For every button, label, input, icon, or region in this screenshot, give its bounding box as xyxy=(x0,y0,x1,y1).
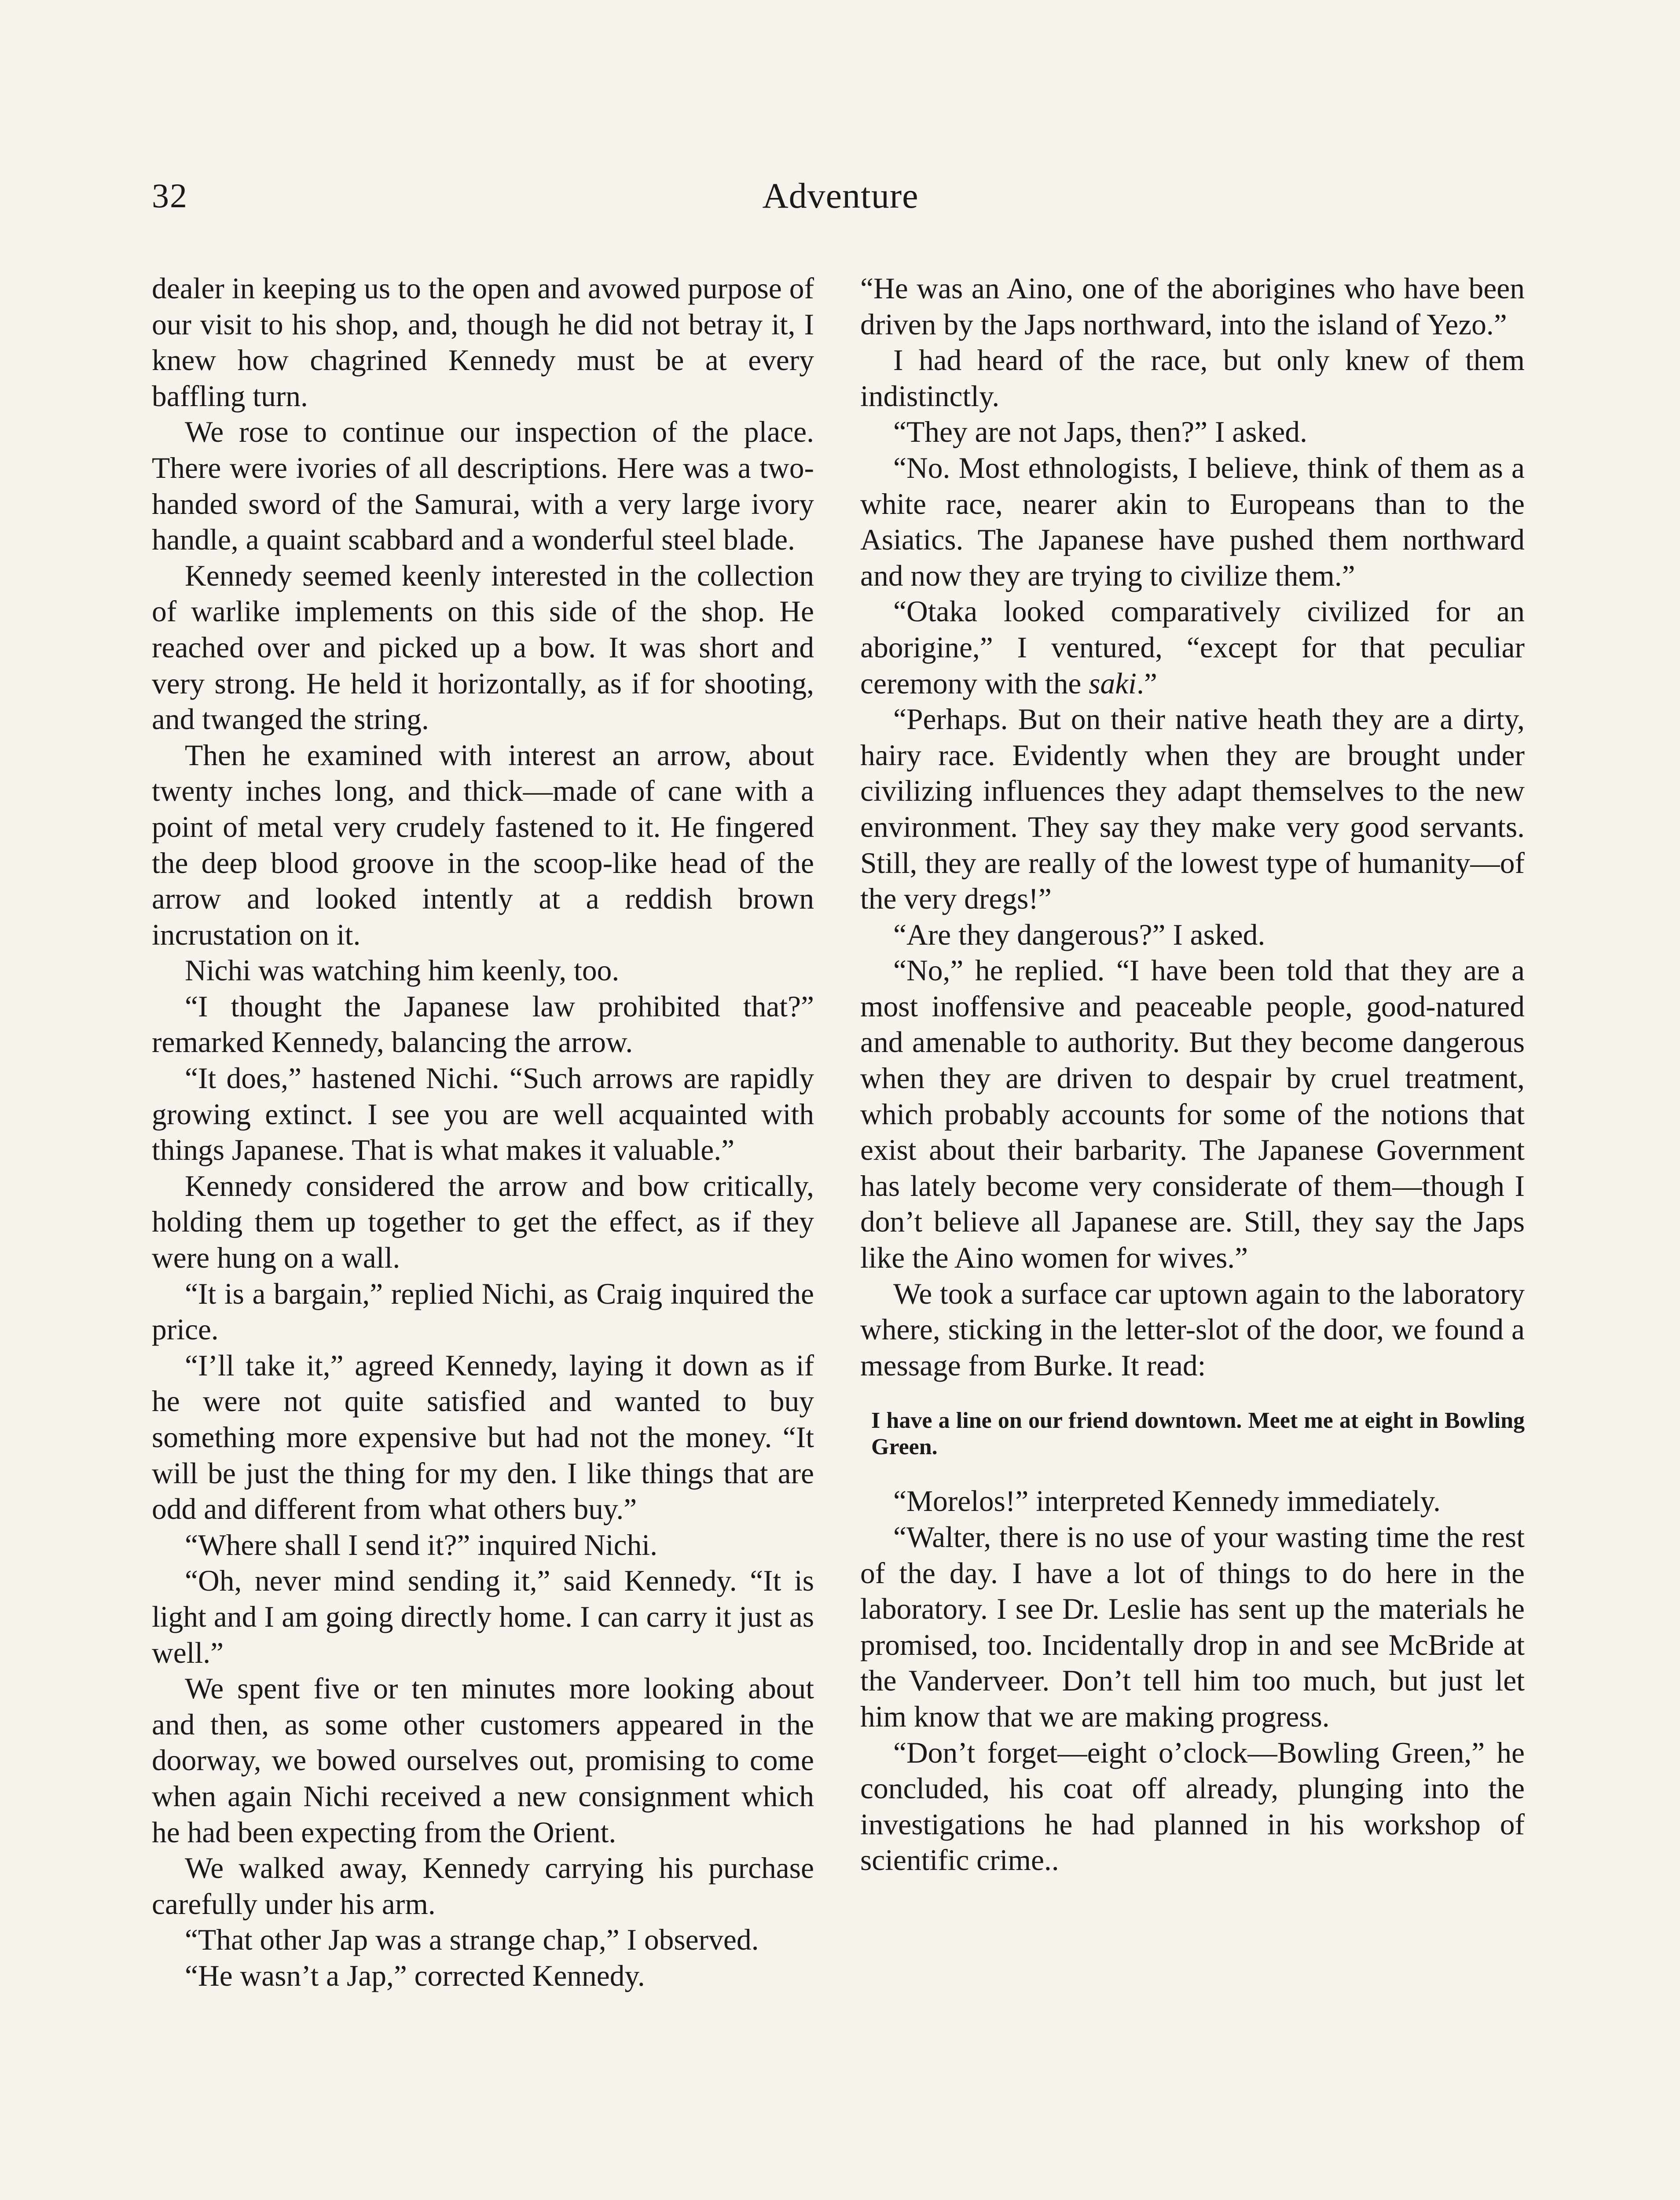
paragraph: dealer in keeping us to the open and avowed purpose of our visit to his shop, and, though he did not betray it, I knew how chagrined Kennedy must be at every baffling turn. xyxy=(152,272,814,413)
paragraph: I had heard of the race, but only knew of them indistinctly. xyxy=(860,344,1525,413)
paragraph: We took a surface car uptown again to the laboratory where, sticking in the letter-slot of the door, we found a message from Burke. It read: xyxy=(860,1277,1525,1382)
paragraph: We spent five or ten minutes more looking about and then, as some other customers appeared in the doorway, we bowed ourselves out, promising to come when again Nichi received a new consignment which he had been expecting from the Orient. xyxy=(152,1672,814,1849)
left-column xyxy=(152,271,814,1994)
paragraph: “Are they dangerous?” I asked. xyxy=(893,918,1266,951)
paragraph: “He was an Aino, one of the aborigines who have been driven by the Japs northward, into the island of Yezo.” xyxy=(860,272,1525,341)
paragraph: “He wasn’t a Jap,” corrected Kennedy. xyxy=(185,1959,645,1992)
paragraph: “Oh, never mind sending it,” said Kennedy. “It is light and I am going directly home. I can carry it just as well.” xyxy=(152,1564,814,1669)
paragraph: Nichi was watching him keenly, too. xyxy=(185,954,620,987)
paragraph: “I thought the Japanese law prohibited that?” remarked Kennedy, balancing the arrow. xyxy=(152,990,814,1059)
right-column xyxy=(860,271,1525,1878)
paragraph: “Walter, there is no use of your wasting time the rest of the day. I have a lot of things to do here in the laboratory. I see Dr. Leslie has sent up the materials he promised, too. Incidentally drop in and see McBride at the Vanderveer. Don’t tell him too much, but just let him know that we are making progress. xyxy=(860,1521,1525,1733)
paragraph: “I’ll take it,” agreed Kennedy, laying it down as if he were not quite satisfied and wanted to buy something more expensive but had not the money. “It will be just the thing for my den. I like things that are odd and different from what others buy.” xyxy=(152,1349,814,1526)
paragraph: “They are not Japs, then?” I asked. xyxy=(893,415,1307,449)
page-header xyxy=(152,174,1529,235)
paragraph: Kennedy considered the arrow and bow critically, holding them up together to get the effect, as if they were hung on a wall. xyxy=(152,1169,814,1275)
paragraph: “Don’t forget—eight o’clock—Bowling Green,” he concluded, his coat off already, plunging into the investigations he had planned in his workshop of scientific crime.. xyxy=(860,1736,1525,1877)
page-number: 32 xyxy=(152,176,188,215)
paragraph: “No,” he replied. “I have been told that they are a most inoffensive and peaceable people, good-natured and amenable to authority. But they become dangerous when they are driven to despair by cruel treatment, which probably accounts for some of the notions that exist about their barbarity. The Japanese Government has lately become very considerate of them—though I don’t believe all Japanese are. Still, they say the Japs like the Aino women for wives.” xyxy=(860,954,1525,1275)
paragraph: We walked away, Kennedy carrying his purchase carefully under his arm. xyxy=(152,1852,814,1921)
paragraph: “Otaka looked comparatively civilized for an aborigine,” I ventured, “except for that peculiar ceremony with the saki.” xyxy=(860,595,1525,700)
paragraph: “No. Most ethnologists, I believe, think of them as a white race, nearer akin to Europeans than to the Asiatics. The Japanese have pushed them northward and now they are trying to civilize them.” xyxy=(860,451,1525,592)
paragraph: “That other Jap was a strange chap,” I observed. xyxy=(185,1923,759,1957)
paragraph: “It is a bargain,” replied Nichi, as Craig inquired the price. xyxy=(152,1277,814,1346)
paragraph: “It does,” hastened Nichi. “Such arrows are rapidly growing extinct. I see you are well acquainted with things Japanese. That is what makes it valuable.” xyxy=(152,1062,814,1167)
paragraph: We rose to continue our inspection of the place. There were ivories of all descriptions. Here was a two-handed sword of the Samurai, with a very large ivory handle, a quaint scabbard and a wonderful steel blade. xyxy=(152,415,814,557)
paragraph: “Where shall I send it?” inquired Nichi. xyxy=(185,1528,657,1562)
paragraph: Then he examined with interest an arrow, about twenty inches long, and thick—made of cane with a point of metal very crudely fastened to it. He fingered the deep blood groove in the scoop-like head of the arrow and looked intently at a reddish brown incrustation on it. xyxy=(152,738,814,951)
paragraph: Kennedy seemed keenly interested in the collection of warlike implements on this side of the shop. He reached over and picked up a bow. It was short and very strong. He held it horizontally, as if for shooting, and twanged the string. xyxy=(152,559,814,736)
running-title: Adventure xyxy=(762,176,919,216)
paragraph: “Perhaps. But on their native heath they are a dirty, hairy race. Evidently when they are brought under civilizing influences they adapt themselves to the new environment. They say they make very good servants. Still, they are really of the lowest type of humanity—of the very dregs!” xyxy=(860,703,1525,916)
telegram-note: I have a line on our friend downtown. Meet me at eight in Bowling Green. xyxy=(871,1408,1525,1460)
paragraph: “Morelos!” interpreted Kennedy immediately. xyxy=(893,1485,1441,1518)
